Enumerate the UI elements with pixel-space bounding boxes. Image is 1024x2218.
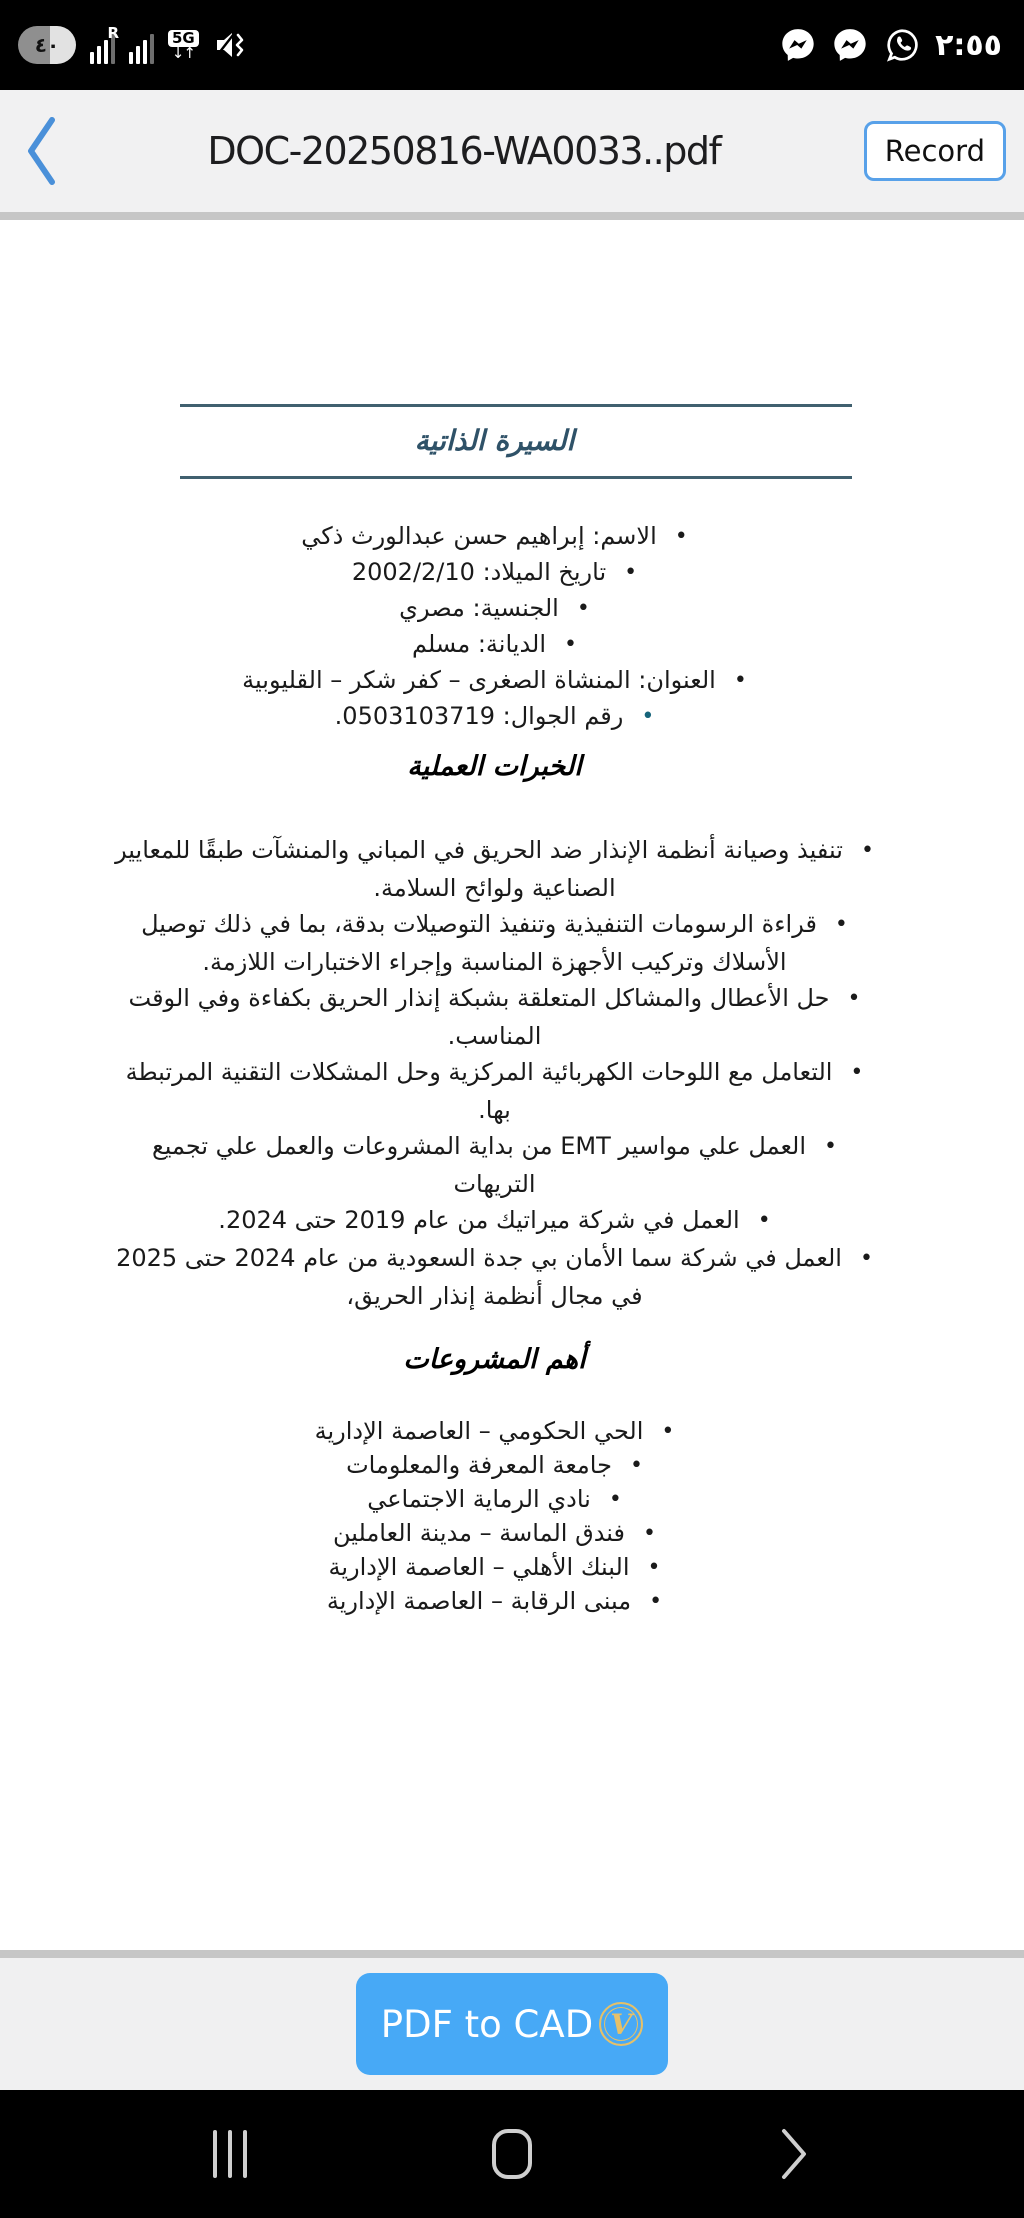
list-item: • الديانة: مسلم	[115, 627, 874, 663]
home-icon	[492, 2129, 532, 2179]
list-item: • التعامل مع اللوحات الكهربائية المركزية وحل المشكلات التقنية المرتبطة بها.	[115, 1054, 874, 1128]
header-divider	[0, 212, 1024, 220]
list-item: • جامعة المعرفة والمعلومات	[115, 1449, 874, 1483]
list-item: • الجنسية: مصري	[115, 591, 874, 627]
network-5g-label: 5G	[168, 30, 199, 47]
clock-time: ٢:٥٥	[935, 27, 1002, 63]
list-item: • العمل في شركة سما الأمان بي جدة السعودية من عام 2024 حتى 2025 في مجال أنظمة إنذار الحريق،	[115, 1240, 874, 1314]
recents-button[interactable]	[200, 2124, 260, 2184]
status-left-cluster	[18, 26, 249, 64]
pdf-page[interactable]	[0, 220, 1024, 1950]
android-nav-bar	[0, 2090, 1024, 2218]
list-item: • نادي الرماية الاجتماعي	[115, 1483, 874, 1517]
footer-divider	[0, 1950, 1024, 1958]
status-right-cluster	[779, 26, 1006, 64]
cv-title: السيرة الذاتية	[414, 424, 575, 457]
list-item: • العمل في شركة ميراتيك من عام 2019 حتى 2024.	[115, 1202, 874, 1240]
vip-badge-icon: V	[599, 2002, 643, 2046]
mute-vibrate-icon	[213, 27, 249, 63]
projects-list	[115, 1415, 874, 1619]
battery-level: ٤٠	[34, 33, 60, 57]
back-chevron-icon	[24, 115, 58, 187]
home-button[interactable]	[482, 2124, 542, 2184]
signal-roaming-icon	[90, 24, 119, 64]
nav-back-icon	[779, 2126, 809, 2182]
experience-list	[115, 832, 874, 1314]
nav-back-button[interactable]	[764, 2124, 824, 2184]
app-header	[0, 90, 1024, 212]
list-item: • فندق الماسة – مدينة العاملين	[115, 1517, 874, 1551]
list-item: • حل الأعطال والمشاكل المتعلقة بشبكة إنذار الحريق بكفاءة وفي الوقت المناسب.	[115, 980, 874, 1054]
title-rule-bottom	[180, 476, 852, 479]
pdf-to-cad-label: PDF to CAD	[380, 2002, 594, 2046]
network-5g-icon	[168, 30, 199, 61]
roaming-label: R	[107, 24, 119, 42]
footer-toolbar	[0, 1958, 1024, 2090]
list-item: • رقم الجوال: 0503103719.	[115, 699, 874, 735]
list-item: • تنفيذ وصيانة أنظمة الإنذار ضد الحريق في المباني والمنشآت طبقًا للمعايير الصناعية ولوائح السلامة.	[115, 832, 874, 906]
messenger-icon	[831, 26, 869, 64]
list-item: • العمل علي مواسير EMT من بداية المشروعات والعمل علي تجميع التريهات	[115, 1128, 874, 1202]
whatsapp-icon	[883, 26, 921, 64]
experience-heading: الخبرات العملية	[407, 751, 582, 782]
list-item: • العنوان: المنشاة الصغرى – كفر شكر – القليوبية	[115, 663, 874, 699]
signal-icon	[129, 26, 154, 64]
list-item: • تاريخ الميلاد: 2002/2/10	[115, 555, 874, 591]
list-item: • البنك الأهلي – العاصمة الإدارية	[115, 1551, 874, 1585]
network-arrows: ↓↑	[171, 43, 195, 62]
list-item: • مبنى الرقابة – العاصمة الإدارية	[115, 1585, 874, 1619]
list-item: • الاسم: إبراهيم حسن عبدالورث ذكي	[115, 519, 874, 555]
recents-icon	[213, 2130, 247, 2178]
battery-icon	[18, 26, 76, 64]
messenger-icon	[779, 26, 817, 64]
list-item: • الحي الحكومي – العاصمة الإدارية	[115, 1415, 874, 1449]
document-title-filename: DOC-20250816-WA0033..pdf	[207, 129, 721, 173]
record-button[interactable]: Record	[864, 121, 1006, 181]
pdf-to-cad-button[interactable]	[356, 1973, 668, 2075]
projects-heading: أهم المشروعات	[403, 1344, 586, 1375]
back-button[interactable]	[18, 111, 64, 191]
list-item: • قراءة الرسومات التنفيذية وتنفيذ التوصيلات بدقة، بما في ذلك توصيل الأسلاك وتركيب الأجهزة المناسبة وإجراء الاختبارات اللازمة.	[115, 906, 874, 980]
personal-info-list	[115, 519, 874, 735]
status-bar	[0, 0, 1024, 90]
